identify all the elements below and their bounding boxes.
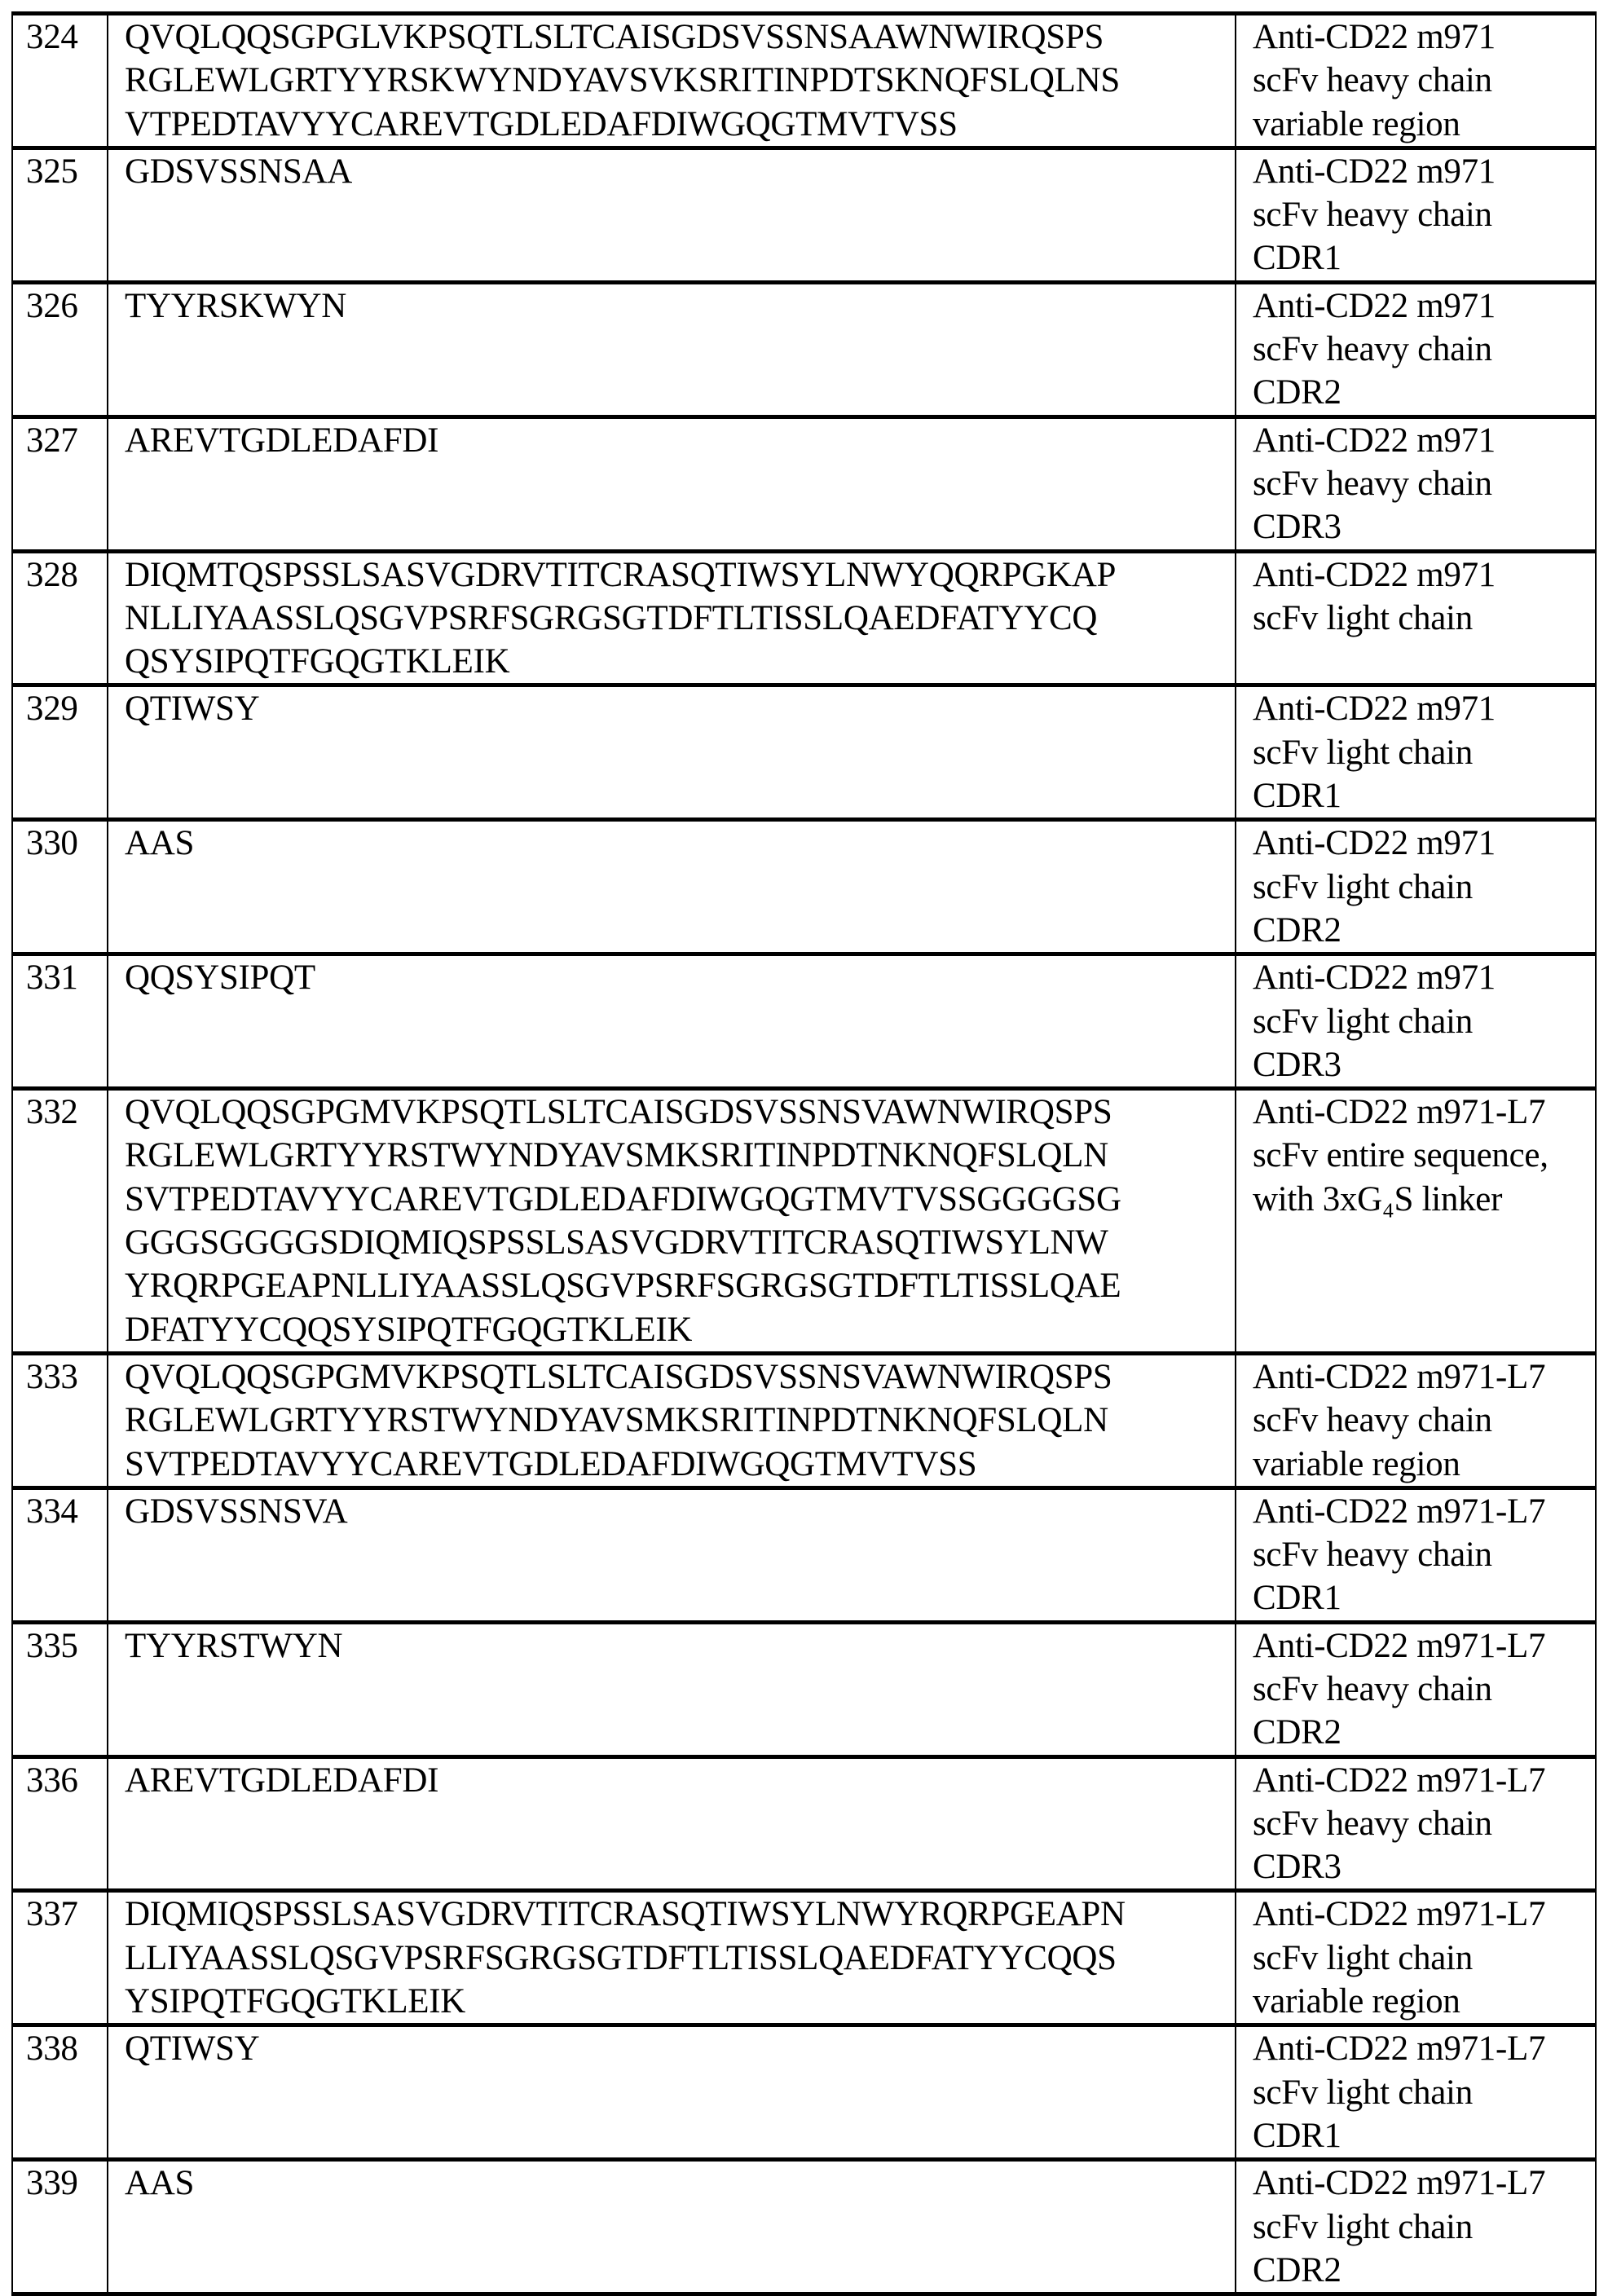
seq-id-cell: 329 xyxy=(12,685,108,820)
table-row xyxy=(12,1622,1596,1756)
seq-id-cell: 338 xyxy=(12,2025,108,2160)
table-row xyxy=(12,148,1596,282)
table-row xyxy=(12,551,1596,685)
sequence-table xyxy=(11,11,1597,2296)
table-row xyxy=(12,1756,1596,1891)
description-cell: Anti-CD22 m971-L7 scFv heavy chain CDR1 xyxy=(1236,1487,1596,1622)
description-cell: Anti-CD22 m971 scFv heavy chain CDR1 xyxy=(1236,148,1596,282)
table-row xyxy=(12,1089,1596,1354)
sequence-cell: QVQLQQSGPGMVKPSQTLSLTCAISGDSVSSNSVAWNWIRQSPS RGLEWLGRTYYRSTWYNDYAVSMKSRITINPDTNKNQFSLQLN SVTPEDTAVYYCAREVTGDLEDAFDIWGQGTMVTVSSGGGGSG GGGSGGGGSDIQMIQSPSSLSASVGDRVTITCRASQTIWSYLNW YRQRPGEAPNLLIYAASSLQSGVPSRFSGRGSGTDFTLTISSLQAE DFATYYCQQSYSIPQTFGQGTKLEIK xyxy=(108,1089,1236,1354)
description-cell: Anti-CD22 m971 scFv heavy chain CDR2 xyxy=(1236,282,1596,416)
sequence-cell: AREVTGDLEDAFDI xyxy=(108,416,1236,551)
description-cell: Anti-CD22 m971 scFv light chain CDR1 xyxy=(1236,685,1596,820)
sequence-cell: QVQLQQSGPGMVKPSQTLSLTCAISGDSVSSNSVAWNWIRQSPS RGLEWLGRTYYRSTWYNDYAVSMKSRITINPDTNKNQFSLQLN SVTPEDTAVYYCAREVTGDLEDAFDIWGQGTMVTVSS xyxy=(108,1353,1236,1487)
seq-id-cell: 324 xyxy=(12,14,108,148)
description-cell: Anti-CD22 m971 scFv light chain CDR3 xyxy=(1236,954,1596,1089)
sequence-cell: QVQLQQSGPGLVKPSQTLSLTCAISGDSVSSNSAAWNWIRQSPS RGLEWLGRTYYRSKWYNDYAVSVKSRITINPDTSKNQFSLQLNS VTPEDTAVYYCAREVTGDLEDAFDIWGQGTMVTVSS xyxy=(108,14,1236,148)
description-cell: Anti-CD22 m971-L7 scFv light chain variable region xyxy=(1236,1891,1596,2025)
seq-id-cell: 331 xyxy=(12,954,108,1089)
table-row xyxy=(12,2025,1596,2160)
description-cell: Anti-CD22 m971-L7 scFv heavy chain CDR2 xyxy=(1236,1622,1596,1756)
seq-id-cell: 325 xyxy=(12,148,108,282)
sequence-cell: AAS xyxy=(108,820,1236,954)
description-cell: Anti-CD22 m971-L7 scFv heavy chain CDR3 xyxy=(1236,1756,1596,1891)
seq-id-cell: 328 xyxy=(12,551,108,685)
seq-id-cell: 337 xyxy=(12,1891,108,2025)
seq-id-cell: 334 xyxy=(12,1487,108,1622)
table-row xyxy=(12,1353,1596,1487)
sequence-cell: TYYRSKWYN xyxy=(108,282,1236,416)
sequence-cell: GDSVSSNSAA xyxy=(108,148,1236,282)
sequence-table-body xyxy=(12,14,1596,2294)
sequence-cell: QQSYSIPQT xyxy=(108,954,1236,1089)
table-row xyxy=(12,820,1596,954)
table-row xyxy=(12,1487,1596,1622)
sequence-cell: DIQMIQSPSSLSASVGDRVTITCRASQTIWSYLNWYRQRPGEAPN LLIYAASSLQSGVPSRFSGRGSGTDFTLTISSLQAEDFATYYCQQS YSIPQTFGQGTKLEIK xyxy=(108,1891,1236,2025)
description-cell: Anti-CD22 m971 scFv heavy chain variable region xyxy=(1236,14,1596,148)
seq-id-cell: 333 xyxy=(12,1353,108,1487)
seq-id-cell: 336 xyxy=(12,1756,108,1891)
description-cell: Anti-CD22 m971 scFv light chain xyxy=(1236,551,1596,685)
table-row xyxy=(12,1891,1596,2025)
sequence-cell: TYYRSTWYN xyxy=(108,1622,1236,1756)
description-cell: Anti-CD22 m971 scFv heavy chain CDR3 xyxy=(1236,416,1596,551)
table-row xyxy=(12,14,1596,148)
sequence-cell: QTIWSY xyxy=(108,685,1236,820)
description-cell: Anti-CD22 m971-L7 scFv light chain CDR1 xyxy=(1236,2025,1596,2160)
seq-id-cell: 335 xyxy=(12,1622,108,1756)
table-row xyxy=(12,685,1596,820)
table-row xyxy=(12,2160,1596,2294)
table-row xyxy=(12,282,1596,416)
description-cell: Anti-CD22 m971-L7 scFv heavy chain variable region xyxy=(1236,1353,1596,1487)
sequence-cell: GDSVSSNSVA xyxy=(108,1487,1236,1622)
seq-id-cell: 339 xyxy=(12,2160,108,2294)
seq-id-cell: 327 xyxy=(12,416,108,551)
sequence-cell: AREVTGDLEDAFDI xyxy=(108,1756,1236,1891)
seq-id-cell: 332 xyxy=(12,1089,108,1354)
sequence-cell: QTIWSY xyxy=(108,2025,1236,2160)
description-cell: Anti-CD22 m971 scFv light chain CDR2 xyxy=(1236,820,1596,954)
seq-id-cell: 330 xyxy=(12,820,108,954)
table-row xyxy=(12,954,1596,1089)
sequence-cell: DIQMTQSPSSLSASVGDRVTITCRASQTIWSYLNWYQQRPGKAP NLLIYAASSLQSGVPSRFSGRGSGTDFTLTISSLQAEDFATYYCQ QSYSIPQTFGQGTKLEIK xyxy=(108,551,1236,685)
sequence-cell: AAS xyxy=(108,2160,1236,2294)
description-cell: Anti-CD22 m971-L7 scFv entire sequence, with 3xG₄S linker xyxy=(1236,1089,1596,1354)
seq-id-cell: 326 xyxy=(12,282,108,416)
table-row xyxy=(12,416,1596,551)
description-cell: Anti-CD22 m971-L7 scFv light chain CDR2 xyxy=(1236,2160,1596,2294)
